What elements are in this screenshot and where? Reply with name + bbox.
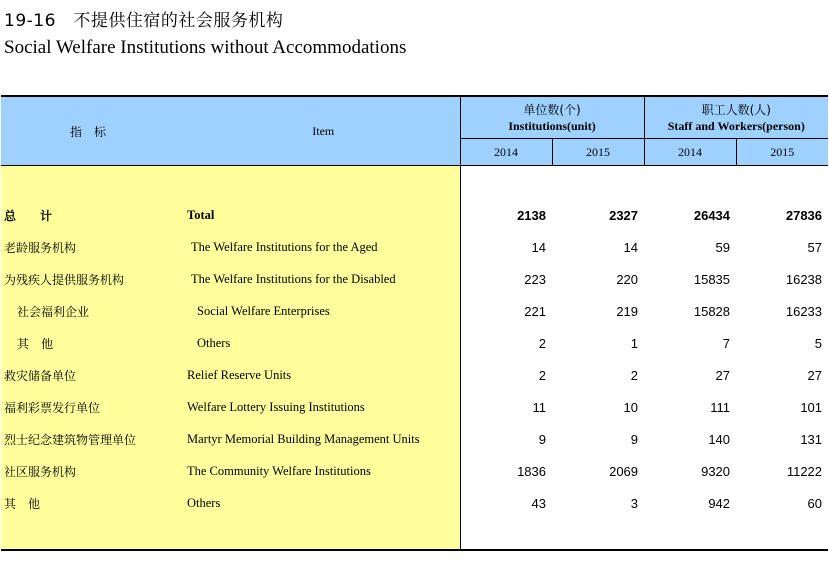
staff-group-header [644,96,828,139]
table-row [1,327,828,359]
cell-institutions-2014: 223 [460,263,552,295]
cell-staff-2014: 140 [644,423,736,455]
cell-staff-2014: 26434 [644,199,736,231]
table-row [1,263,828,295]
cell-staff-2014: 27 [644,359,736,391]
row-label-cn: 其 他 [1,487,187,519]
cell-staff-2014: 9320 [644,455,736,487]
cell-institutions-2015: 9 [552,423,644,455]
cell-institutions-2015: 219 [552,295,644,327]
year-header: 2015 [552,139,644,166]
cell-staff-2015: 11222 [736,455,828,487]
item-header: Item [187,96,460,166]
row-label-en: Others [187,487,460,519]
table-row [1,487,828,519]
year-header: 2015 [736,139,828,166]
year-header: 2014 [644,139,736,166]
cell-institutions-2014: 11 [460,391,552,423]
institutions-header-cn: 单位数(个) [523,102,581,117]
cell-staff-2015: 16233 [736,295,828,327]
cell-staff-2014: 59 [644,231,736,263]
year-header: 2014 [460,139,552,166]
row-label-cn: 救灾储备单位 [1,359,187,391]
statistics-table [1,95,828,551]
table-row [1,295,828,327]
row-label-cn: 为残疾人提供服务机构 [1,263,187,295]
row-label-en: The Community Welfare Institutions [187,455,460,487]
cell-institutions-2014: 2 [460,359,552,391]
cell-staff-2015: 27 [736,359,828,391]
cell-institutions-2014: 221 [460,295,552,327]
institutions-group-header [460,96,644,139]
cell-institutions-2015: 3 [552,487,644,519]
cell-staff-2015: 16238 [736,263,828,295]
cell-institutions-2014: 2138 [460,199,552,231]
cell-institutions-2015: 14 [552,231,644,263]
cell-institutions-2015: 2069 [552,455,644,487]
cell-staff-2015: 27836 [736,199,828,231]
cell-staff-2015: 101 [736,391,828,423]
cell-staff-2015: 60 [736,487,828,519]
indicator-header: 指标 [1,96,187,166]
cell-institutions-2015: 10 [552,391,644,423]
institutions-header-en: Institutions(unit) [508,118,596,133]
cell-institutions-2015: 2327 [552,199,644,231]
cell-staff-2014: 942 [644,487,736,519]
cell-institutions-2014: 9 [460,423,552,455]
row-label-en: Welfare Lottery Issuing Institutions [187,391,460,423]
table-row [1,359,828,391]
cell-institutions-2014: 43 [460,487,552,519]
cell-institutions-2015: 1 [552,327,644,359]
cell-staff-2015: 57 [736,231,828,263]
cell-institutions-2015: 220 [552,263,644,295]
table-title-english: Social Welfare Institutions without Accommodations [4,37,407,58]
cell-institutions-2014: 2 [460,327,552,359]
row-label-cn: 社区服务机构 [1,455,187,487]
row-label-en: Relief Reserve Units [187,359,460,391]
table-row [1,231,828,263]
cell-institutions-2014: 1836 [460,455,552,487]
cell-staff-2014: 15835 [644,263,736,295]
table-row [1,199,828,231]
row-label-cn: 烈士纪念建筑物管理单位 [1,423,187,455]
row-label-en: Martyr Memorial Building Management Units [187,423,460,455]
row-label-en: Others [187,327,460,359]
row-label-en: The Welfare Institutions for the Aged [187,231,460,263]
cell-staff-2014: 111 [644,391,736,423]
row-label-cn: 福利彩票发行单位 [1,391,187,423]
cell-staff-2014: 15828 [644,295,736,327]
row-label-cn: 社会福利企业 [1,295,187,327]
cell-institutions-2015: 2 [552,359,644,391]
row-label-cn: 其 他 [1,327,187,359]
cell-staff-2015: 131 [736,423,828,455]
header-row [1,96,828,139]
table-row [1,391,828,423]
cell-staff-2014: 7 [644,327,736,359]
staff-header-en: Staff and Workers(person) [667,118,805,133]
row-label-cn: 老龄服务机构 [1,231,187,263]
row-label-en: Total [187,199,460,231]
table-row [1,455,828,487]
cell-institutions-2014: 14 [460,231,552,263]
table-row [1,423,828,455]
row-label-cn: 总 计 [1,199,187,231]
row-label-en: Social Welfare Enterprises [187,295,460,327]
staff-header-cn: 职工人数(人) [701,102,771,117]
row-label-en: The Welfare Institutions for the Disabled [187,263,460,295]
table-title-chinese: 19-16 不提供住宿的社会服务机构 [4,11,284,31]
cell-staff-2015: 5 [736,327,828,359]
